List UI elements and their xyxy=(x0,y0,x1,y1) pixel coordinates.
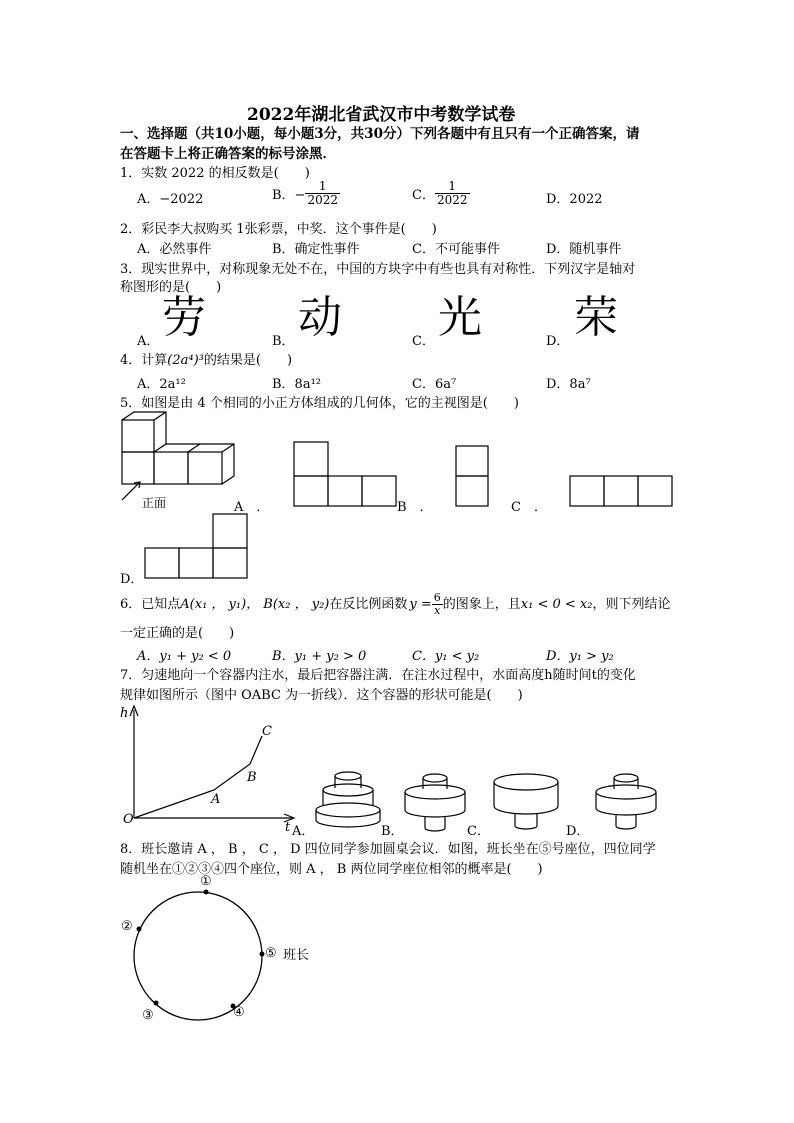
q3-char-d: 荣 xyxy=(574,292,618,343)
q3-char-a: 劳 xyxy=(162,292,206,343)
q4-stem-expr: (2a⁴)³ xyxy=(167,353,204,368)
q7-point-a: A xyxy=(211,792,221,807)
q7-option-a: A． xyxy=(292,824,315,839)
q6-inequality: x₁ < 0 < x₂ xyxy=(520,597,593,612)
q2-option-a: A．必然事件 xyxy=(137,242,212,257)
q6-func-denominator: x xyxy=(434,604,441,617)
q5-stem: 5．如图是由 4 个相同的小正方体组成的几何体，它的主视图是( ) xyxy=(120,396,519,411)
q7-option-d: D． xyxy=(566,824,590,839)
q3-option-a: A． xyxy=(137,334,160,349)
q1-c-denominator: 2022 xyxy=(436,193,468,207)
q2-option-c: C．不可能事件 xyxy=(412,242,500,257)
q3-char-b: 动 xyxy=(298,292,342,343)
section-heading-line1: 一、选择题（共10小题，每小题3分，共30分）下列各题中有且只有一个正确答案，请 xyxy=(120,126,640,142)
page-title: 2022年湖北省武汉市中考数学试卷 xyxy=(247,105,516,125)
q1-option-d: D．2022 xyxy=(546,192,603,207)
q1-c-numerator: 1 xyxy=(435,180,470,194)
q2-option-d: D．随机事件 xyxy=(546,242,622,257)
q1-b-numerator: 1 xyxy=(305,180,340,194)
q6-text-b: 在反比例函数 xyxy=(329,597,408,612)
q2-stem: 2．彩民李大叔购买 1张彩票，中奖．这个事件是( ) xyxy=(120,222,437,237)
q8-stem-line2: 随机坐在①②③④四个座位，则 A ， B 两位同学座位相邻的概率是( ) xyxy=(120,862,543,877)
q1-stem: 1．实数 2022 的相反数是( ) xyxy=(120,166,310,181)
q4-stem-prefix: 4．计算 xyxy=(120,353,168,368)
q8-stem-line1: 8．班长邀请 A ， B ， C ， D 四位同学参加圆桌会议．如图，班长坐在⑤号座位，四位同学 xyxy=(120,842,656,857)
q6-func-numerator: 6 xyxy=(433,591,441,604)
q8-seat-3: ③ xyxy=(142,1008,154,1023)
q6-option-b: B．y₁ + y₂ > 0 xyxy=(272,649,367,664)
q6-points: A(x₁ ， y₁)， B(x₂ ， y₂) xyxy=(180,597,330,612)
q8-seat-1: ① xyxy=(200,874,212,889)
section-heading-line2: 在答题卡上将正确答案的标号涂黑． xyxy=(120,146,336,162)
q5-option-d: D． xyxy=(120,572,144,587)
q6-option-c: C．y₁ < y₂ xyxy=(412,649,480,664)
q5-option-c-label: C ． xyxy=(511,500,547,515)
q7-stem-line1: 7．匀速地向一个容器内注水，最后把容器注满．在注水过程中，水面高度h随时间t的变化 xyxy=(120,668,636,683)
q3-option-b: B． xyxy=(272,334,295,349)
q3-char-c: 光 xyxy=(438,292,482,343)
q7-option-b: B． xyxy=(381,824,404,839)
q2-option-b: B．确定性事件 xyxy=(272,242,360,257)
q5-front-label: 正面 xyxy=(142,496,167,510)
q7-axis-h: h xyxy=(120,706,129,721)
q7-stem-line2: 规律如图所示（图中 OABC 为一折线）．这个容器的形状可能是( ) xyxy=(120,688,523,703)
q5-option-b: B ． xyxy=(397,500,433,515)
q6-text-a: 6．已知点 xyxy=(120,597,181,612)
q1-option-c-prefix: C． xyxy=(412,188,435,203)
q8-seat-4: ④ xyxy=(233,1005,245,1020)
q4-option-b: B．8a¹² xyxy=(272,377,321,392)
q3-option-d: D． xyxy=(546,334,570,349)
q1-option-b-prefix: B．− xyxy=(272,188,306,203)
q6-func-lhs: y = xyxy=(409,597,432,612)
q5-option-a: A ． xyxy=(234,500,270,515)
q6-text-c: 的图象上，且 xyxy=(442,597,521,612)
q6-text-d: ，则下列结论 xyxy=(592,597,671,612)
q3-stem-line1: 3．现实世界中，对称现象无处不在，中国的方块字中有些也具有对称性．下列汉字是轴对 xyxy=(120,262,636,277)
q7-axis-t: t xyxy=(285,820,291,835)
q4-option-c: C．6a⁷ xyxy=(412,377,457,392)
q8-monitor-label: 班长 xyxy=(283,948,310,963)
q4-option-a: A．2a¹² xyxy=(137,377,186,392)
q1-b-denominator: 2022 xyxy=(307,193,338,207)
q7-option-c: C． xyxy=(467,824,490,839)
q7-origin: O xyxy=(123,812,134,827)
q7-point-b: B xyxy=(247,770,257,785)
q6-option-d: D．y₁ > y₂ xyxy=(546,649,614,664)
q6-stem-line2: 一定正确的是( ) xyxy=(120,626,235,641)
q7-point-c: C xyxy=(262,724,272,739)
q8-seat-2: ② xyxy=(121,919,133,934)
q4-stem-suffix: 的结果是( ) xyxy=(203,353,293,368)
q8-seat-5: ⑤ xyxy=(265,946,277,961)
q1-option-a: A．−2022 xyxy=(137,192,204,207)
q6-option-a: A．y₁ + y₂ < 0 xyxy=(137,649,232,664)
q3-option-c: C． xyxy=(412,334,435,349)
q4-option-d: D．8a⁷ xyxy=(546,377,591,392)
q3-stem-line2: 称图形的是( ) xyxy=(120,280,222,295)
